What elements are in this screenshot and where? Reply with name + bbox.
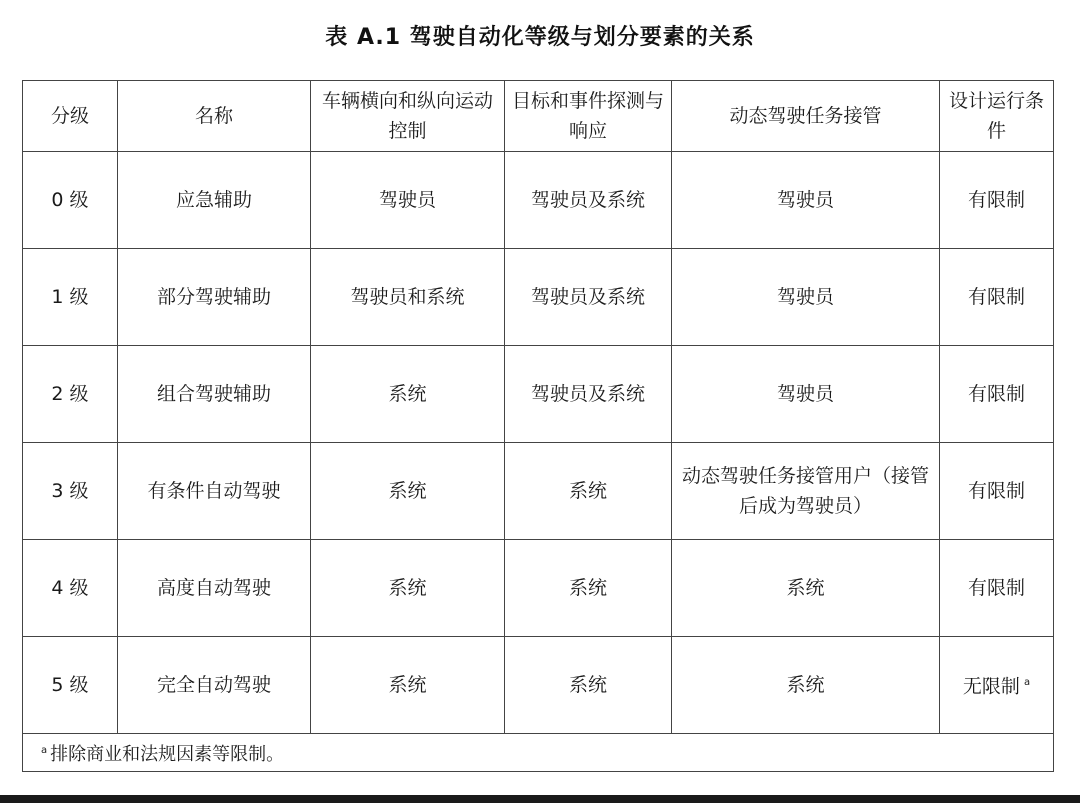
cell-control: 系统 [311,346,505,443]
cell-odd: 有限制 [940,346,1054,443]
cell-control: 系统 [311,637,505,734]
cell-detect: 驾驶员及系统 [505,346,672,443]
table-row [23,443,1054,540]
cell-level: 0 级 [23,152,118,249]
cell-level: 1 级 [23,249,118,346]
page-bottom-rule [0,795,1080,803]
footnote-cell [23,734,1054,772]
cell-name: 高度自动驾驶 [118,540,311,637]
footnote-marker: a [1023,677,1031,689]
cell-name: 组合驾驶辅助 [118,346,311,443]
cell-control: 系统 [311,443,505,540]
header-control: 车辆横向和纵向运动控制 [311,81,505,152]
automation-levels-table [22,80,1054,772]
cell-name: 完全自动驾驶 [118,637,311,734]
table-header-row [23,81,1054,152]
table-row [23,637,1054,734]
header-level: 分级 [23,81,118,152]
table-title: 表 A.1 驾驶自动化等级与划分要素的关系 [325,25,755,50]
header-odd: 设计运行条件 [940,81,1054,152]
cell-name: 应急辅助 [118,152,311,249]
cell-takeover: 系统 [672,637,940,734]
cell-level: 5 级 [23,637,118,734]
cell-control: 系统 [311,540,505,637]
cell-detect: 系统 [505,540,672,637]
header-name: 名称 [118,81,311,152]
footnote-mark: a [41,744,48,756]
header-takeover: 动态驾驶任务接管 [672,81,940,152]
cell-odd [940,637,1054,734]
header-detect: 目标和事件探测与响应 [505,81,672,152]
table-row [23,346,1054,443]
cell-detect: 驾驶员及系统 [505,249,672,346]
cell-odd-text: 无限制 [962,675,1020,698]
cell-level: 4 级 [23,540,118,637]
cell-odd: 有限制 [940,540,1054,637]
cell-control: 驾驶员 [311,152,505,249]
cell-odd: 有限制 [940,152,1054,249]
cell-level: 2 级 [23,346,118,443]
cell-takeover: 动态驾驶任务接管用户（接管后成为驾驶员） [672,443,940,540]
table-row [23,249,1054,346]
cell-takeover: 驾驶员 [672,249,940,346]
cell-detect: 系统 [505,443,672,540]
cell-takeover: 驾驶员 [672,152,940,249]
cell-detect: 驾驶员及系统 [505,152,672,249]
cell-odd: 有限制 [940,249,1054,346]
cell-control: 驾驶员和系统 [311,249,505,346]
cell-takeover: 系统 [672,540,940,637]
table-row [23,152,1054,249]
table-row [23,540,1054,637]
footnote-text: 排除商业和法规因素等限制。 [50,743,285,765]
cell-name: 有条件自动驾驶 [118,443,311,540]
footnote-row [23,734,1054,772]
cell-level: 3 级 [23,443,118,540]
cell-name: 部分驾驶辅助 [118,249,311,346]
cell-odd: 有限制 [940,443,1054,540]
cell-detect: 系统 [505,637,672,734]
cell-takeover: 驾驶员 [672,346,940,443]
